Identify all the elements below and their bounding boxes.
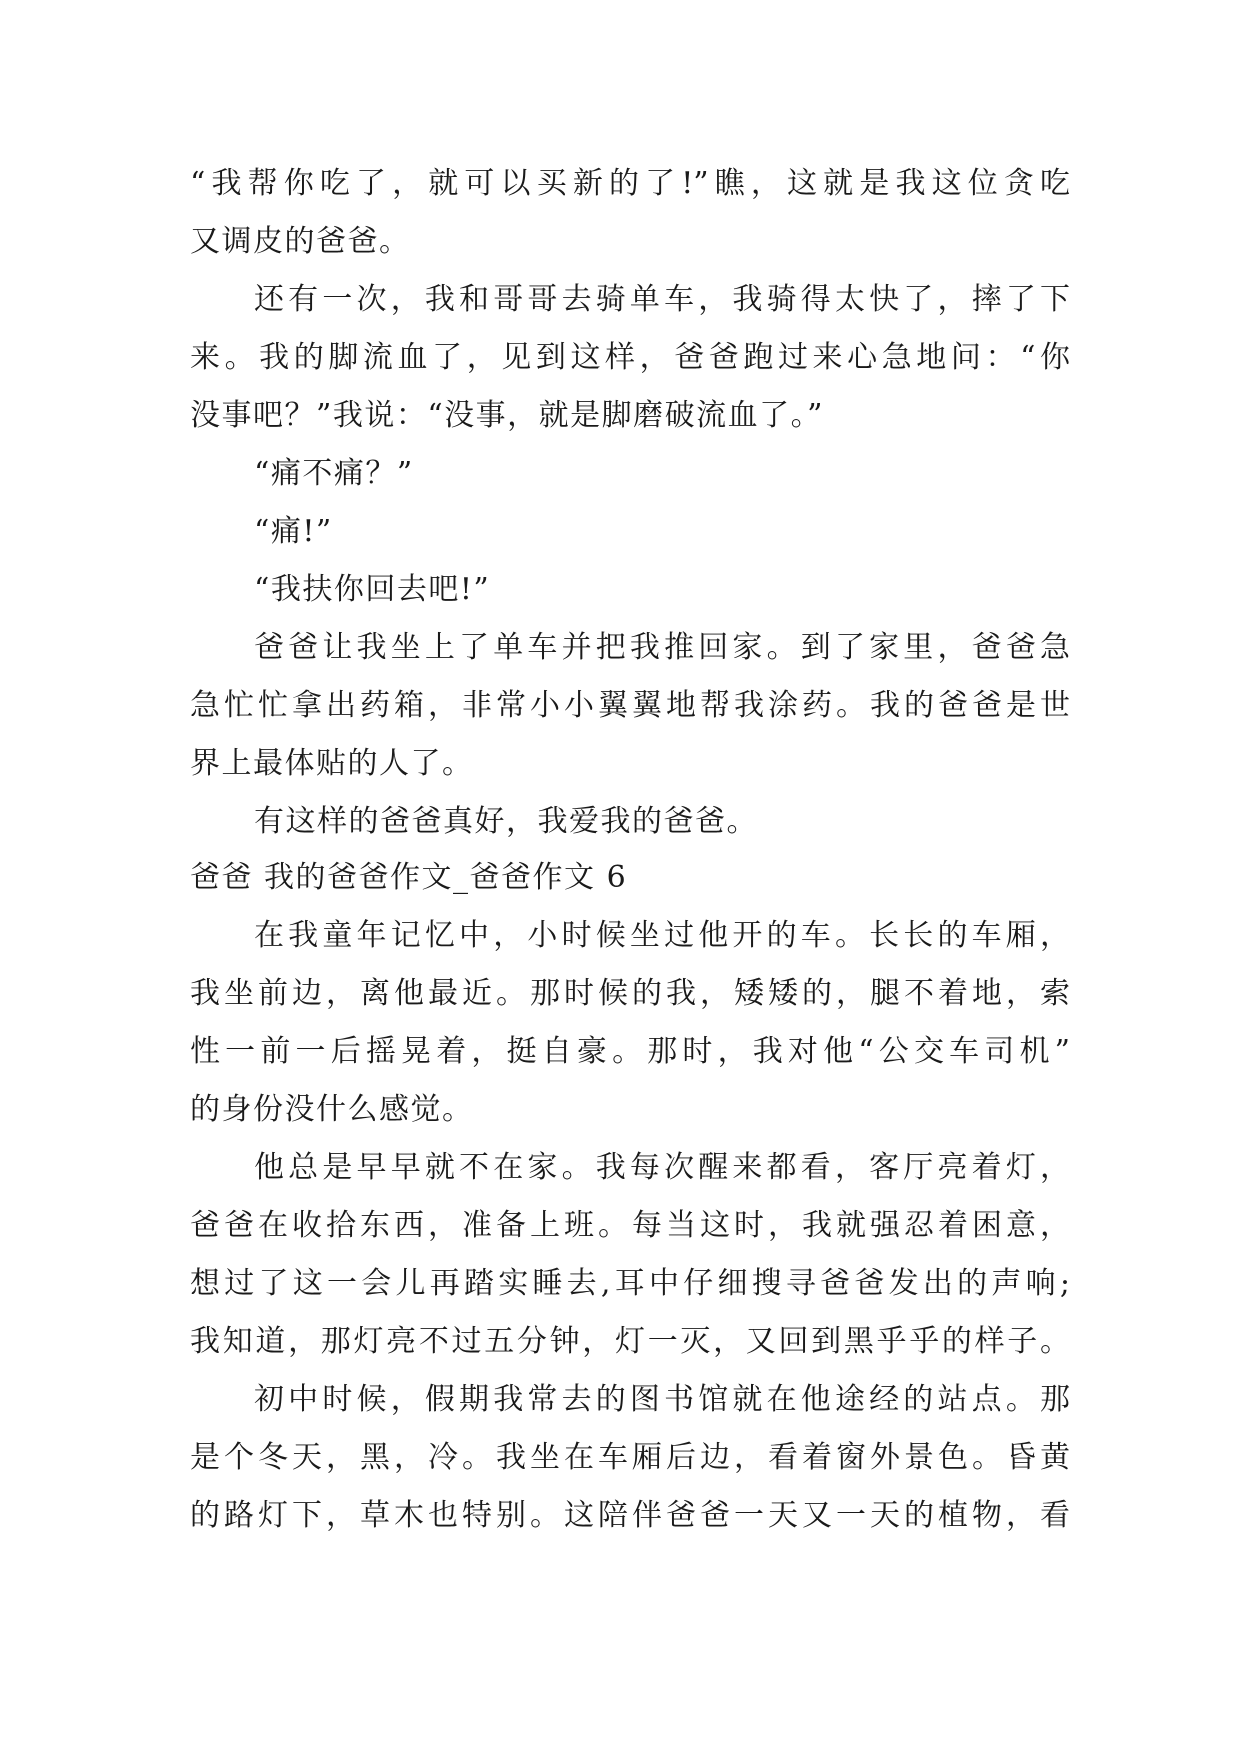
text-line: 又调皮的爸爸。	[190, 224, 411, 259]
text-line: 他总是早早就不在家。我每次醒来都看，客厅亮着灯，	[254, 1150, 1070, 1185]
text-line: 有这样的爸爸真好，我爱我的爸爸。	[254, 804, 758, 839]
text-line: 还有一次，我和哥哥去骑单车，我骑得太快了，摔了下	[254, 282, 1070, 317]
text-line: 初中时候，假期我常去的图书馆就在他途经的站点。那	[254, 1382, 1070, 1417]
text-line: 来。我的脚流血了，见到这样，爸爸跑过来心急地问：“你	[190, 340, 1070, 375]
text-line: 急忙忙拿出药箱，非常小小翼翼地帮我涂药。我的爸爸是世	[190, 688, 1070, 723]
text-line: 爸爸让我坐上了单车并把我推回家。到了家里，爸爸急	[254, 630, 1070, 665]
text-line: 在我童年记忆中，小时候坐过他开的车。长长的车厢，	[254, 918, 1070, 953]
text-line: “痛不痛？”	[254, 456, 414, 491]
text-line: “我扶你回去吧!”	[254, 572, 491, 607]
text-line: 界上最体贴的人了。	[190, 746, 474, 781]
section-heading: 爸爸 我的爸爸作文_爸爸作文 6	[190, 860, 628, 895]
text-line: 我坐前边，离他最近。那时候的我，矮矮的，腿不着地，索	[190, 976, 1070, 1011]
text-line: “我帮你吃了，就可以买新的了!”瞧，这就是我这位贪吃	[190, 166, 1070, 201]
text-line: 的身份没什么感觉。	[190, 1092, 474, 1127]
text-line: 想过了这一会儿再踏实睡去,耳中仔细搜寻爸爸发出的声响;	[190, 1266, 1070, 1301]
text-line: 的路灯下，草木也特别。这陪伴爸爸一天又一天的植物，看	[190, 1498, 1070, 1533]
text-line: “痛!”	[254, 514, 333, 549]
text-line: 我知道，那灯亮不过五分钟，灯一灭，又回到黑乎乎的样子。	[190, 1324, 1070, 1359]
text-line: 爸爸在收拾东西，准备上班。每当这时，我就强忍着困意，	[190, 1208, 1070, 1243]
text-line: 性一前一后摇晃着，挺自豪。那时，我对他“公交车司机”	[190, 1034, 1070, 1069]
text-line: 没事吧？”我说：“没事，就是脚磨破流血了。”	[190, 398, 825, 433]
text-line: 是个冬天，黑，冷。我坐在车厢后边，看着窗外景色。昏黄	[190, 1440, 1070, 1475]
